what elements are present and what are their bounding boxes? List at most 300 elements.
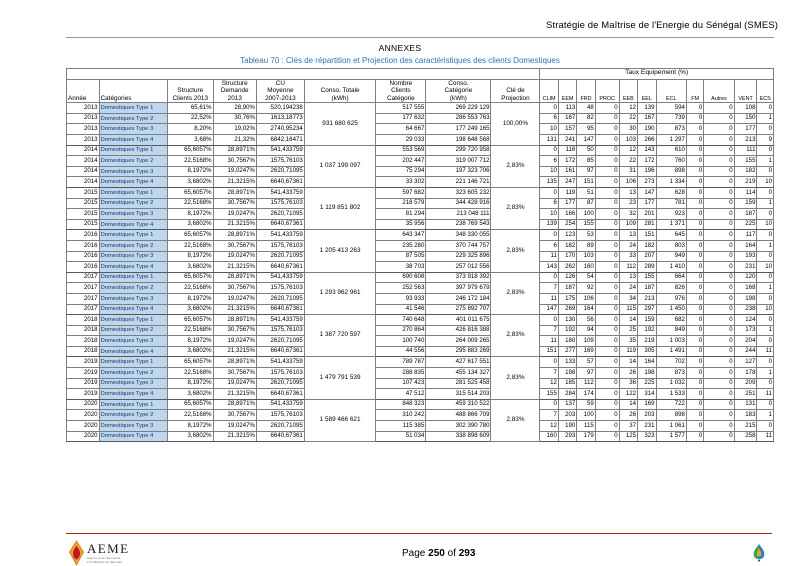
cell-eq-ecs: 0 — [757, 336, 774, 347]
cell-eq-clim: 7 — [540, 325, 558, 336]
cell-eq-autres: 0 — [704, 336, 734, 347]
cell-conso-categorie: 455 134 327 — [426, 368, 491, 379]
cell-structure-clients: 65,6057% — [167, 399, 213, 410]
cell-structure-clients: 22,5168% — [167, 325, 213, 336]
cell-nombre-clients: 51 034 — [376, 431, 426, 442]
cell-conso-categorie: 427 617 551 — [426, 357, 491, 368]
cell-eq-fm: 0 — [686, 145, 703, 156]
cell-eq-proc: 0 — [595, 135, 619, 146]
cell-eq-eeb: 122 — [619, 389, 637, 400]
cell-eq-eel: 297 — [638, 304, 656, 315]
cell-eq-eeb: 22 — [619, 156, 637, 167]
cell-eq-proc: 0 — [595, 240, 619, 251]
cell-eq-fm: 0 — [686, 315, 703, 326]
cell-structure-clients: 65,6057% — [167, 230, 213, 241]
cell-eq-ecs: 11 — [757, 346, 774, 357]
cell-eq-eel: 147 — [638, 187, 656, 198]
cell-eq-autres: 0 — [704, 283, 734, 294]
cell-eq-vent: 238 — [734, 304, 757, 315]
cell-conso-categorie: 397 979 679 — [426, 283, 491, 294]
col-eq-vent: VENT — [734, 79, 757, 103]
cell-eq-eel: 159 — [638, 315, 656, 326]
cell-annee: 2014 — [67, 156, 100, 167]
cell-structure-demande: 28,8971% — [213, 315, 256, 326]
cell-eq-autres: 0 — [704, 431, 734, 442]
cell-eq-fm: 0 — [686, 283, 703, 294]
cell-eq-frd: 160 — [577, 262, 595, 273]
cell-conso-categorie: 426 816 388 — [426, 325, 491, 336]
col-eq-ecs: ECS — [757, 79, 774, 103]
header-taux-equipement: Taux Equipement (%) — [540, 69, 774, 80]
cell-eq-eel: 151 — [638, 230, 656, 241]
table-row — [67, 198, 774, 209]
cell-cle-projection: 2,83% — [491, 187, 540, 229]
cell-eq-ecl: 1 371 — [656, 219, 686, 230]
cell-structure-demande: 28,90% — [213, 103, 256, 114]
cell-conso-categorie: 257 012 556 — [426, 262, 491, 273]
cell-eq-proc: 0 — [595, 209, 619, 220]
cell-structure-demande: 19,0247% — [213, 421, 256, 432]
cell-annee: 2016 — [67, 262, 100, 273]
table-row — [67, 410, 774, 421]
cell-eq-eem: 119 — [558, 187, 576, 198]
cell-structure-clients: 65,6057% — [167, 272, 213, 283]
cell-eq-vent: 213 — [734, 135, 757, 146]
cell-eq-vent: 114 — [734, 187, 757, 198]
cell-eq-eem: 172 — [558, 156, 576, 167]
cell-eq-vent: 198 — [734, 293, 757, 304]
cell-eq-eeb: 13 — [619, 187, 637, 198]
cell-cu-moyenne: 541,433759 — [256, 357, 304, 368]
cell-eq-autres: 0 — [704, 219, 734, 230]
cell-eq-fm: 0 — [686, 177, 703, 188]
cell-structure-clients: 22,5168% — [167, 410, 213, 421]
cell-eq-proc: 0 — [595, 346, 619, 357]
cell-cu-moyenne: 2620,71095 — [256, 166, 304, 177]
cell-eq-ecl: 873 — [656, 368, 686, 379]
cell-categorie: Domestiques Type 4 — [99, 431, 167, 442]
cell-eq-fm: 0 — [686, 346, 703, 357]
cell-annee: 2018 — [67, 325, 100, 336]
cell-eq-eem: 203 — [558, 410, 576, 421]
table-row — [67, 166, 774, 177]
cell-eq-vent: 251 — [734, 389, 757, 400]
cell-eq-fm: 0 — [686, 135, 703, 146]
cell-eq-autres: 0 — [704, 357, 734, 368]
col-annee: Année — [67, 79, 100, 103]
cell-eq-eem: 262 — [558, 262, 576, 273]
cell-annee: 2020 — [67, 421, 100, 432]
cell-eq-proc: 0 — [595, 156, 619, 167]
cell-eq-proc: 0 — [595, 304, 619, 315]
cell-eq-ecl: 826 — [656, 283, 686, 294]
cell-eq-frd: 59 — [577, 399, 595, 410]
col-categories: Catégories — [99, 79, 167, 103]
cell-eq-ecl: 1 334 — [656, 177, 686, 188]
cell-eq-eem: 284 — [558, 389, 576, 400]
col-structure-demande: Structure Demande 2013 — [213, 79, 256, 103]
cell-eq-eel: 143 — [638, 145, 656, 156]
cell-cle-projection: 2,83% — [491, 145, 540, 187]
aeme-subtitle-1: Agence pour l'Economie — [87, 555, 121, 560]
cell-eq-fm: 0 — [686, 325, 703, 336]
cell-conso-totale: 1 037 199 097 — [304, 145, 376, 187]
cell-eq-frd: 87 — [577, 198, 595, 209]
cell-nombre-clients: 115 385 — [376, 421, 426, 432]
cell-cu-moyenne: 2620,71095 — [256, 336, 304, 347]
cell-eq-eeb: 115 — [619, 304, 637, 315]
cell-eq-frd: 179 — [577, 431, 595, 442]
cell-structure-demande: 30,7567% — [213, 410, 256, 421]
cell-eq-ecs: 9 — [757, 135, 774, 146]
cell-eq-eem: 293 — [558, 431, 576, 442]
cell-nombre-clients: 177 632 — [376, 113, 426, 124]
cell-eq-fm: 0 — [686, 240, 703, 251]
cell-cu-moyenne: 2620,71095 — [256, 421, 304, 432]
cell-cle-projection: 2,83% — [491, 272, 540, 314]
cell-annee: 2018 — [67, 315, 100, 326]
cell-nombre-clients: 38 703 — [376, 262, 426, 273]
cell-eq-ecs: 11 — [757, 389, 774, 400]
cell-cle-projection: 2,83% — [491, 399, 540, 441]
cell-eq-eem: 192 — [558, 325, 576, 336]
page-current: 250 — [428, 547, 445, 559]
cell-eq-ecs: 0 — [757, 315, 774, 326]
cell-eq-clim: 155 — [540, 389, 558, 400]
cell-eq-proc: 0 — [595, 336, 619, 347]
cell-eq-proc: 0 — [595, 431, 619, 442]
cell-eq-vent: 173 — [734, 325, 757, 336]
cell-eq-eeb: 34 — [619, 293, 637, 304]
cell-eq-frd: 82 — [577, 113, 595, 124]
cell-structure-demande: 21,3215% — [213, 346, 256, 357]
cell-eq-frd: 56 — [577, 315, 595, 326]
cell-eq-eeb: 13 — [619, 272, 637, 283]
cell-eq-proc: 0 — [595, 124, 619, 135]
cell-cu-moyenne: 2620,71095 — [256, 251, 304, 262]
cell-eq-eel: 305 — [638, 346, 656, 357]
cell-cu-moyenne: 6640,67361 — [256, 262, 304, 273]
table-body — [67, 103, 774, 442]
cell-structure-clients: 22,5168% — [167, 240, 213, 251]
cell-eq-eel: 198 — [638, 368, 656, 379]
cell-eq-eel: 231 — [638, 421, 656, 432]
cell-structure-demande: 21,32% — [213, 135, 256, 146]
cell-eq-ecs: 1 — [757, 368, 774, 379]
cell-eq-vent: 258 — [734, 431, 757, 442]
cell-eq-fm: 0 — [686, 399, 703, 410]
header-row-columns — [67, 79, 774, 103]
cell-eq-eem: 254 — [558, 219, 576, 230]
cell-eq-vent: 225 — [734, 219, 757, 230]
cell-cu-moyenne: 541,433759 — [256, 187, 304, 198]
cell-cu-moyenne: 6640,67361 — [256, 431, 304, 442]
cell-structure-demande: 19,02% — [213, 124, 256, 135]
cell-eq-ecs: 0 — [757, 399, 774, 410]
cell-eq-ecl: 849 — [656, 325, 686, 336]
cell-eq-clim: 12 — [540, 378, 558, 389]
cell-cu-moyenne: 1575,76103 — [256, 240, 304, 251]
cell-eq-clim: 139 — [540, 219, 558, 230]
cell-nombre-clients: 47 512 — [376, 389, 426, 400]
cell-conso-categorie: 238 769 543 — [426, 219, 491, 230]
cell-eq-eem: 137 — [558, 399, 576, 410]
cell-eq-vent: 219 — [734, 177, 757, 188]
cell-annee: 2015 — [67, 219, 100, 230]
cell-eq-clim: 0 — [540, 103, 558, 114]
cell-structure-clients: 8,1972% — [167, 251, 213, 262]
cell-eq-proc: 0 — [595, 198, 619, 209]
cell-structure-clients: 3,6802% — [167, 346, 213, 357]
cell-cu-moyenne: 6842,16471 — [256, 135, 304, 146]
cell-eq-ecs: 1 — [757, 283, 774, 294]
cell-eq-clim: 147 — [540, 304, 558, 315]
cell-cu-moyenne: 6640,67361 — [256, 389, 304, 400]
cell-structure-demande: 21,3215% — [213, 389, 256, 400]
col-eq-autres: Autres — [704, 79, 734, 103]
cell-structure-clients: 3,6802% — [167, 389, 213, 400]
cell-conso-totale: 1 479 791 539 — [304, 357, 376, 399]
cell-eq-clim: 6 — [540, 198, 558, 209]
cell-eq-eel: 289 — [638, 262, 656, 273]
cell-eq-eeb: 37 — [619, 421, 637, 432]
cell-categorie: Domestiques Type 3 — [99, 293, 167, 304]
cell-eq-ecl: 949 — [656, 251, 686, 262]
cell-eq-frd: 94 — [577, 325, 595, 336]
cell-conso-categorie: 488 866 709 — [426, 410, 491, 421]
cell-categorie: Domestiques Type 1 — [99, 399, 167, 410]
cell-nombre-clients: 75 294 — [376, 166, 426, 177]
col-nombre-clients: Nombre Clients Catégorie — [376, 79, 426, 103]
cell-eq-clim: 131 — [540, 135, 558, 146]
cell-eq-eeb: 12 — [619, 145, 637, 156]
table-container — [66, 68, 774, 442]
cell-structure-demande: 19,0247% — [213, 209, 256, 220]
cell-eq-vent: 111 — [734, 145, 757, 156]
cell-eq-eel: 201 — [638, 209, 656, 220]
cell-conso-totale: 1 293 962 961 — [304, 272, 376, 314]
cell-annee: 2020 — [67, 410, 100, 421]
cell-eq-eeb: 26 — [619, 368, 637, 379]
cell-structure-demande: 21,3215% — [213, 304, 256, 315]
cell-structure-demande: 30,7567% — [213, 325, 256, 336]
cell-structure-clients: 3,6802% — [167, 262, 213, 273]
table-row — [67, 113, 774, 124]
cell-nombre-clients: 202 447 — [376, 156, 426, 167]
cell-eq-autres: 0 — [704, 399, 734, 410]
cell-eq-ecl: 702 — [656, 357, 686, 368]
partner-logo — [748, 542, 770, 564]
cell-structure-demande: 30,7567% — [213, 240, 256, 251]
cell-eq-frd: 89 — [577, 240, 595, 251]
cell-conso-categorie: 348 330 055 — [426, 230, 491, 241]
cell-eq-clim: 0 — [540, 145, 558, 156]
cell-eq-eem: 130 — [558, 315, 576, 326]
cell-categorie: Domestiques Type 3 — [99, 166, 167, 177]
aeme-subtitle-2: et la Maitrise de l'Energie — [87, 560, 123, 564]
cell-nombre-clients: 310 242 — [376, 410, 426, 421]
cell-eq-eem: 170 — [558, 251, 576, 262]
cell-nombre-clients: 690 608 — [376, 272, 426, 283]
cell-eq-proc: 0 — [595, 272, 619, 283]
cell-eq-eeb: 12 — [619, 103, 637, 114]
cell-categorie: Domestiques Type 4 — [99, 135, 167, 146]
cell-eq-ecs: 1 — [757, 325, 774, 336]
cell-eq-vent: 209 — [734, 378, 757, 389]
cell-eq-clim: 12 — [540, 421, 558, 432]
cell-eq-eeb: 14 — [619, 399, 637, 410]
table-row — [67, 124, 774, 135]
cell-eq-eeb: 24 — [619, 283, 637, 294]
cell-eq-autres: 0 — [704, 389, 734, 400]
cell-eq-frd: 51 — [577, 187, 595, 198]
cell-eq-eem: 190 — [558, 421, 576, 432]
cell-eq-eel: 266 — [638, 135, 656, 146]
cell-eq-ecs: 0 — [757, 251, 774, 262]
cell-categorie: Domestiques Type 2 — [99, 325, 167, 336]
cell-annee: 2013 — [67, 135, 100, 146]
cell-eq-ecl: 1 032 — [656, 378, 686, 389]
cell-conso-categorie: 299 720 958 — [426, 145, 491, 156]
cell-eq-autres: 0 — [704, 251, 734, 262]
cell-annee: 2015 — [67, 187, 100, 198]
table-row — [67, 230, 774, 241]
cell-conso-totale: 1 387 720 597 — [304, 315, 376, 357]
cell-categorie: Domestiques Type 4 — [99, 219, 167, 230]
cell-structure-demande: 21,3215% — [213, 431, 256, 442]
table-row — [67, 378, 774, 389]
cell-eq-proc: 0 — [595, 315, 619, 326]
cell-eq-ecs: 10 — [757, 177, 774, 188]
table-caption: Tableau 70 : Clés de répartition et Projection des caractéristiques des clients Domestiques — [240, 56, 560, 65]
page-word: Page — [402, 547, 426, 559]
cell-eq-eem: 123 — [558, 230, 576, 241]
cell-eq-ecl: 1 410 — [656, 262, 686, 273]
cell-eq-ecs: 1 — [757, 410, 774, 421]
cell-eq-autres: 0 — [704, 113, 734, 124]
cell-nombre-clients: 35 956 — [376, 219, 426, 230]
cell-eq-autres: 0 — [704, 198, 734, 209]
cell-nombre-clients: 29 033 — [376, 135, 426, 146]
cell-structure-demande: 30,7567% — [213, 283, 256, 294]
flame-icon — [68, 540, 85, 566]
cell-conso-totale: 1 589 466 621 — [304, 399, 376, 441]
cell-eq-proc: 0 — [595, 251, 619, 262]
cell-structure-demande: 28,8971% — [213, 145, 256, 156]
cell-eq-vent: 177 — [734, 124, 757, 135]
table-row — [67, 304, 774, 315]
cell-nombre-clients: 270 864 — [376, 325, 426, 336]
cell-structure-clients: 3,6802% — [167, 219, 213, 230]
cell-eq-autres: 0 — [704, 124, 734, 135]
cell-annee: 2014 — [67, 177, 100, 188]
cell-eq-eel: 219 — [638, 336, 656, 347]
cell-eq-clim: 151 — [540, 346, 558, 357]
cell-categorie: Domestiques Type 3 — [99, 124, 167, 135]
cell-eq-eeb: 36 — [619, 378, 637, 389]
table-row — [67, 219, 774, 230]
cell-structure-clients: 65,6057% — [167, 357, 213, 368]
cell-eq-autres: 0 — [704, 262, 734, 273]
table-row — [67, 357, 774, 368]
cell-eq-eeb: 14 — [619, 357, 637, 368]
col-eq-eem: EEM — [558, 79, 576, 103]
cell-conso-totale: 1 205 413 263 — [304, 230, 376, 272]
cell-eq-eel: 139 — [638, 103, 656, 114]
cell-eq-clim: 7 — [540, 283, 558, 294]
cell-eq-frd: 48 — [577, 103, 595, 114]
cell-eq-ecl: 873 — [656, 124, 686, 135]
cell-eq-autres: 0 — [704, 368, 734, 379]
cell-eq-eel: 169 — [638, 399, 656, 410]
cell-eq-ecs: 0 — [757, 209, 774, 220]
cell-eq-eem: 167 — [558, 113, 576, 124]
cell-eq-vent: 124 — [734, 315, 757, 326]
cell-conso-categorie: 344 428 916 — [426, 198, 491, 209]
cell-nombre-clients: 100 740 — [376, 336, 426, 347]
cell-structure-demande: 28,8971% — [213, 399, 256, 410]
cell-categorie: Domestiques Type 4 — [99, 389, 167, 400]
cell-eq-autres: 0 — [704, 293, 734, 304]
cell-eq-fm: 0 — [686, 198, 703, 209]
cell-eq-fm: 0 — [686, 251, 703, 262]
table-row — [67, 135, 774, 146]
cell-eq-ecl: 1 003 — [656, 336, 686, 347]
cell-eq-fm: 0 — [686, 124, 703, 135]
col-conso-categorie: Conso. Catégorie (kWh) — [426, 79, 491, 103]
cell-eq-frd: 97 — [577, 166, 595, 177]
cell-categorie: Domestiques Type 1 — [99, 357, 167, 368]
cell-eq-proc: 0 — [595, 410, 619, 421]
cell-eq-ecl: 760 — [656, 156, 686, 167]
cell-eq-eeb: 30 — [619, 124, 637, 135]
table-row — [67, 272, 774, 283]
cell-eq-vent: 193 — [734, 251, 757, 262]
cell-conso-categorie: 246 172 184 — [426, 293, 491, 304]
cell-categorie: Domestiques Type 4 — [99, 177, 167, 188]
cell-annee: 2014 — [67, 166, 100, 177]
cell-eq-vent: 117 — [734, 230, 757, 241]
col-eq-ecl: ECL — [656, 79, 686, 103]
cell-conso-categorie: 229 325 896 — [426, 251, 491, 262]
cell-eq-clim: 11 — [540, 293, 558, 304]
col-eq-proc: PROC — [595, 79, 619, 103]
cell-annee: 2017 — [67, 283, 100, 294]
cell-annee: 2018 — [67, 336, 100, 347]
cell-structure-clients: 22,5168% — [167, 368, 213, 379]
cell-nombre-clients: 517 555 — [376, 103, 426, 114]
cell-conso-categorie: 373 918 392 — [426, 272, 491, 283]
cell-eq-autres: 0 — [704, 410, 734, 421]
cell-structure-clients: 3,6802% — [167, 431, 213, 442]
table-row — [67, 251, 774, 262]
cell-eq-eeb: 13 — [619, 230, 637, 241]
cell-eq-clim: 160 — [540, 431, 558, 442]
cell-nombre-clients: 44 556 — [376, 346, 426, 357]
cell-eq-vent: 150 — [734, 113, 757, 124]
cell-categorie: Domestiques Type 2 — [99, 113, 167, 124]
cell-eq-ecs: 0 — [757, 124, 774, 135]
cell-cu-moyenne: 1575,76103 — [256, 368, 304, 379]
cell-eq-fm: 0 — [686, 187, 703, 198]
cell-eq-ecs: 0 — [757, 230, 774, 241]
cell-eq-ecl: 898 — [656, 410, 686, 421]
table-row — [67, 346, 774, 357]
cell-annee: 2020 — [67, 399, 100, 410]
cell-eq-autres: 0 — [704, 187, 734, 198]
cell-eq-frd: 115 — [577, 421, 595, 432]
cell-structure-clients: 65,6057% — [167, 315, 213, 326]
